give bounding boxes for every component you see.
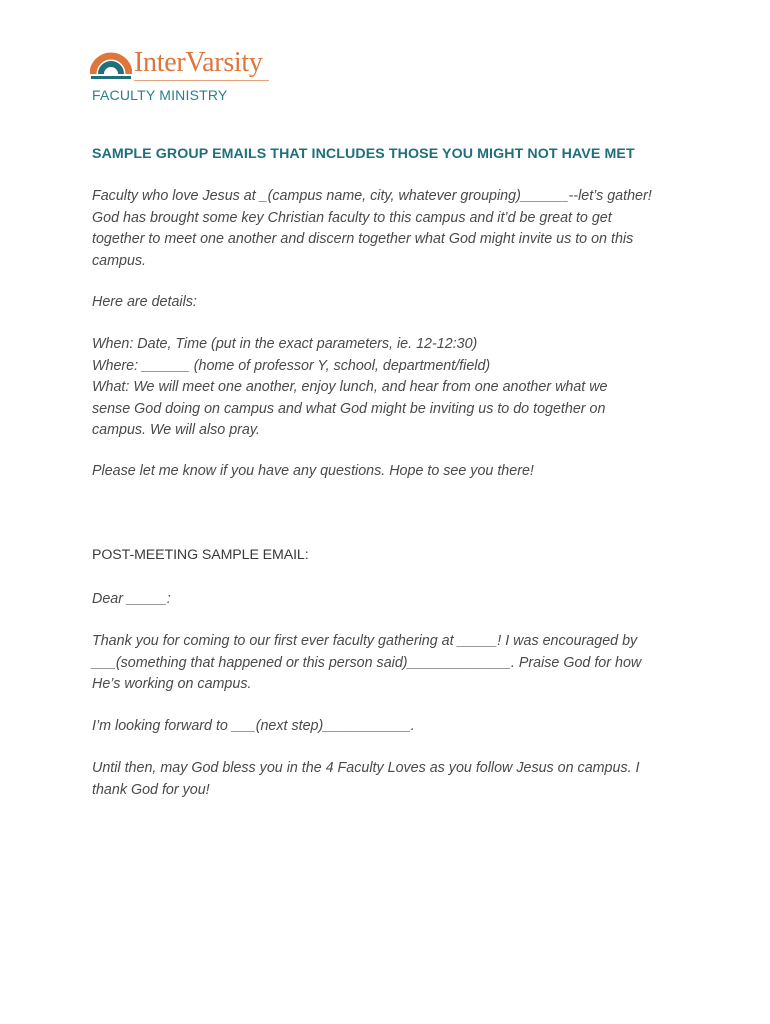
thanks-line: Thank you for coming to our first ever faculty gathering at _____! I was encouraged by — [92, 633, 638, 649]
details-label-text: Here are details: — [92, 294, 197, 310]
section2-heading: POST-MEETING SAMPLE EMAIL: — [92, 547, 309, 563]
thanks-paragraph — [92, 631, 692, 696]
intro-line: God has brought some key Christian faculty to this campus and it’d be great to get — [92, 209, 612, 226]
details-where: Where: ______ (home of professor Y, school, department/field) — [92, 357, 491, 374]
details-label — [92, 292, 692, 314]
brand-name: InterVarsity — [134, 47, 263, 78]
thanks-line: He’s working on campus. — [92, 676, 252, 692]
details-when: When: Date, Time (put in the exact parameters, ie. 12-12:30) — [92, 336, 478, 352]
details-what-cont: campus. We will also pray. — [92, 422, 260, 438]
section1-heading: SAMPLE GROUP EMAILS THAT INCLUDES THOSE YOU MIGHT NOT HAVE MET — [92, 146, 635, 162]
next-step-line: I’m looking forward to ___(next step)___________. — [92, 718, 415, 734]
details-what-cont: sense God doing on campus and what God might be inviting us to do together on — [92, 400, 606, 417]
thanks-line: ___(something that happened or this person said)_____________. Praise God for how — [92, 654, 642, 671]
blessing-paragraph — [92, 758, 692, 801]
details-what: What: We will meet one another, enjoy lunch, and hear from one another what we — [92, 379, 608, 395]
intervarsity-logo — [90, 46, 280, 82]
intro-line: Faculty who love Jesus at _(campus name, city, whatever grouping)______--let’s gather! — [92, 188, 652, 204]
greeting-line: Dear _____: — [92, 591, 171, 607]
brand-division: FACULTY MINISTRY — [92, 87, 228, 103]
closing-paragraph — [92, 461, 692, 483]
intro-paragraph — [92, 186, 692, 272]
next-step-paragraph — [92, 716, 692, 738]
greeting-paragraph — [92, 589, 692, 611]
details-paragraph — [92, 334, 692, 442]
blessing-line: thank God for you! — [92, 781, 210, 798]
intro-line: together to meet one another and discern together what God might invite us to on this — [92, 231, 634, 247]
closing-line: Please let me know if you have any questions. Hope to see you there! — [92, 463, 534, 479]
blessing-line: Until then, may God bless you in the 4 Faculty Loves as you follow Jesus on campus. I — [92, 760, 640, 776]
intro-line: campus. — [92, 252, 147, 269]
intervarsity-arch-icon — [90, 46, 132, 82]
brand-underline — [134, 80, 269, 81]
